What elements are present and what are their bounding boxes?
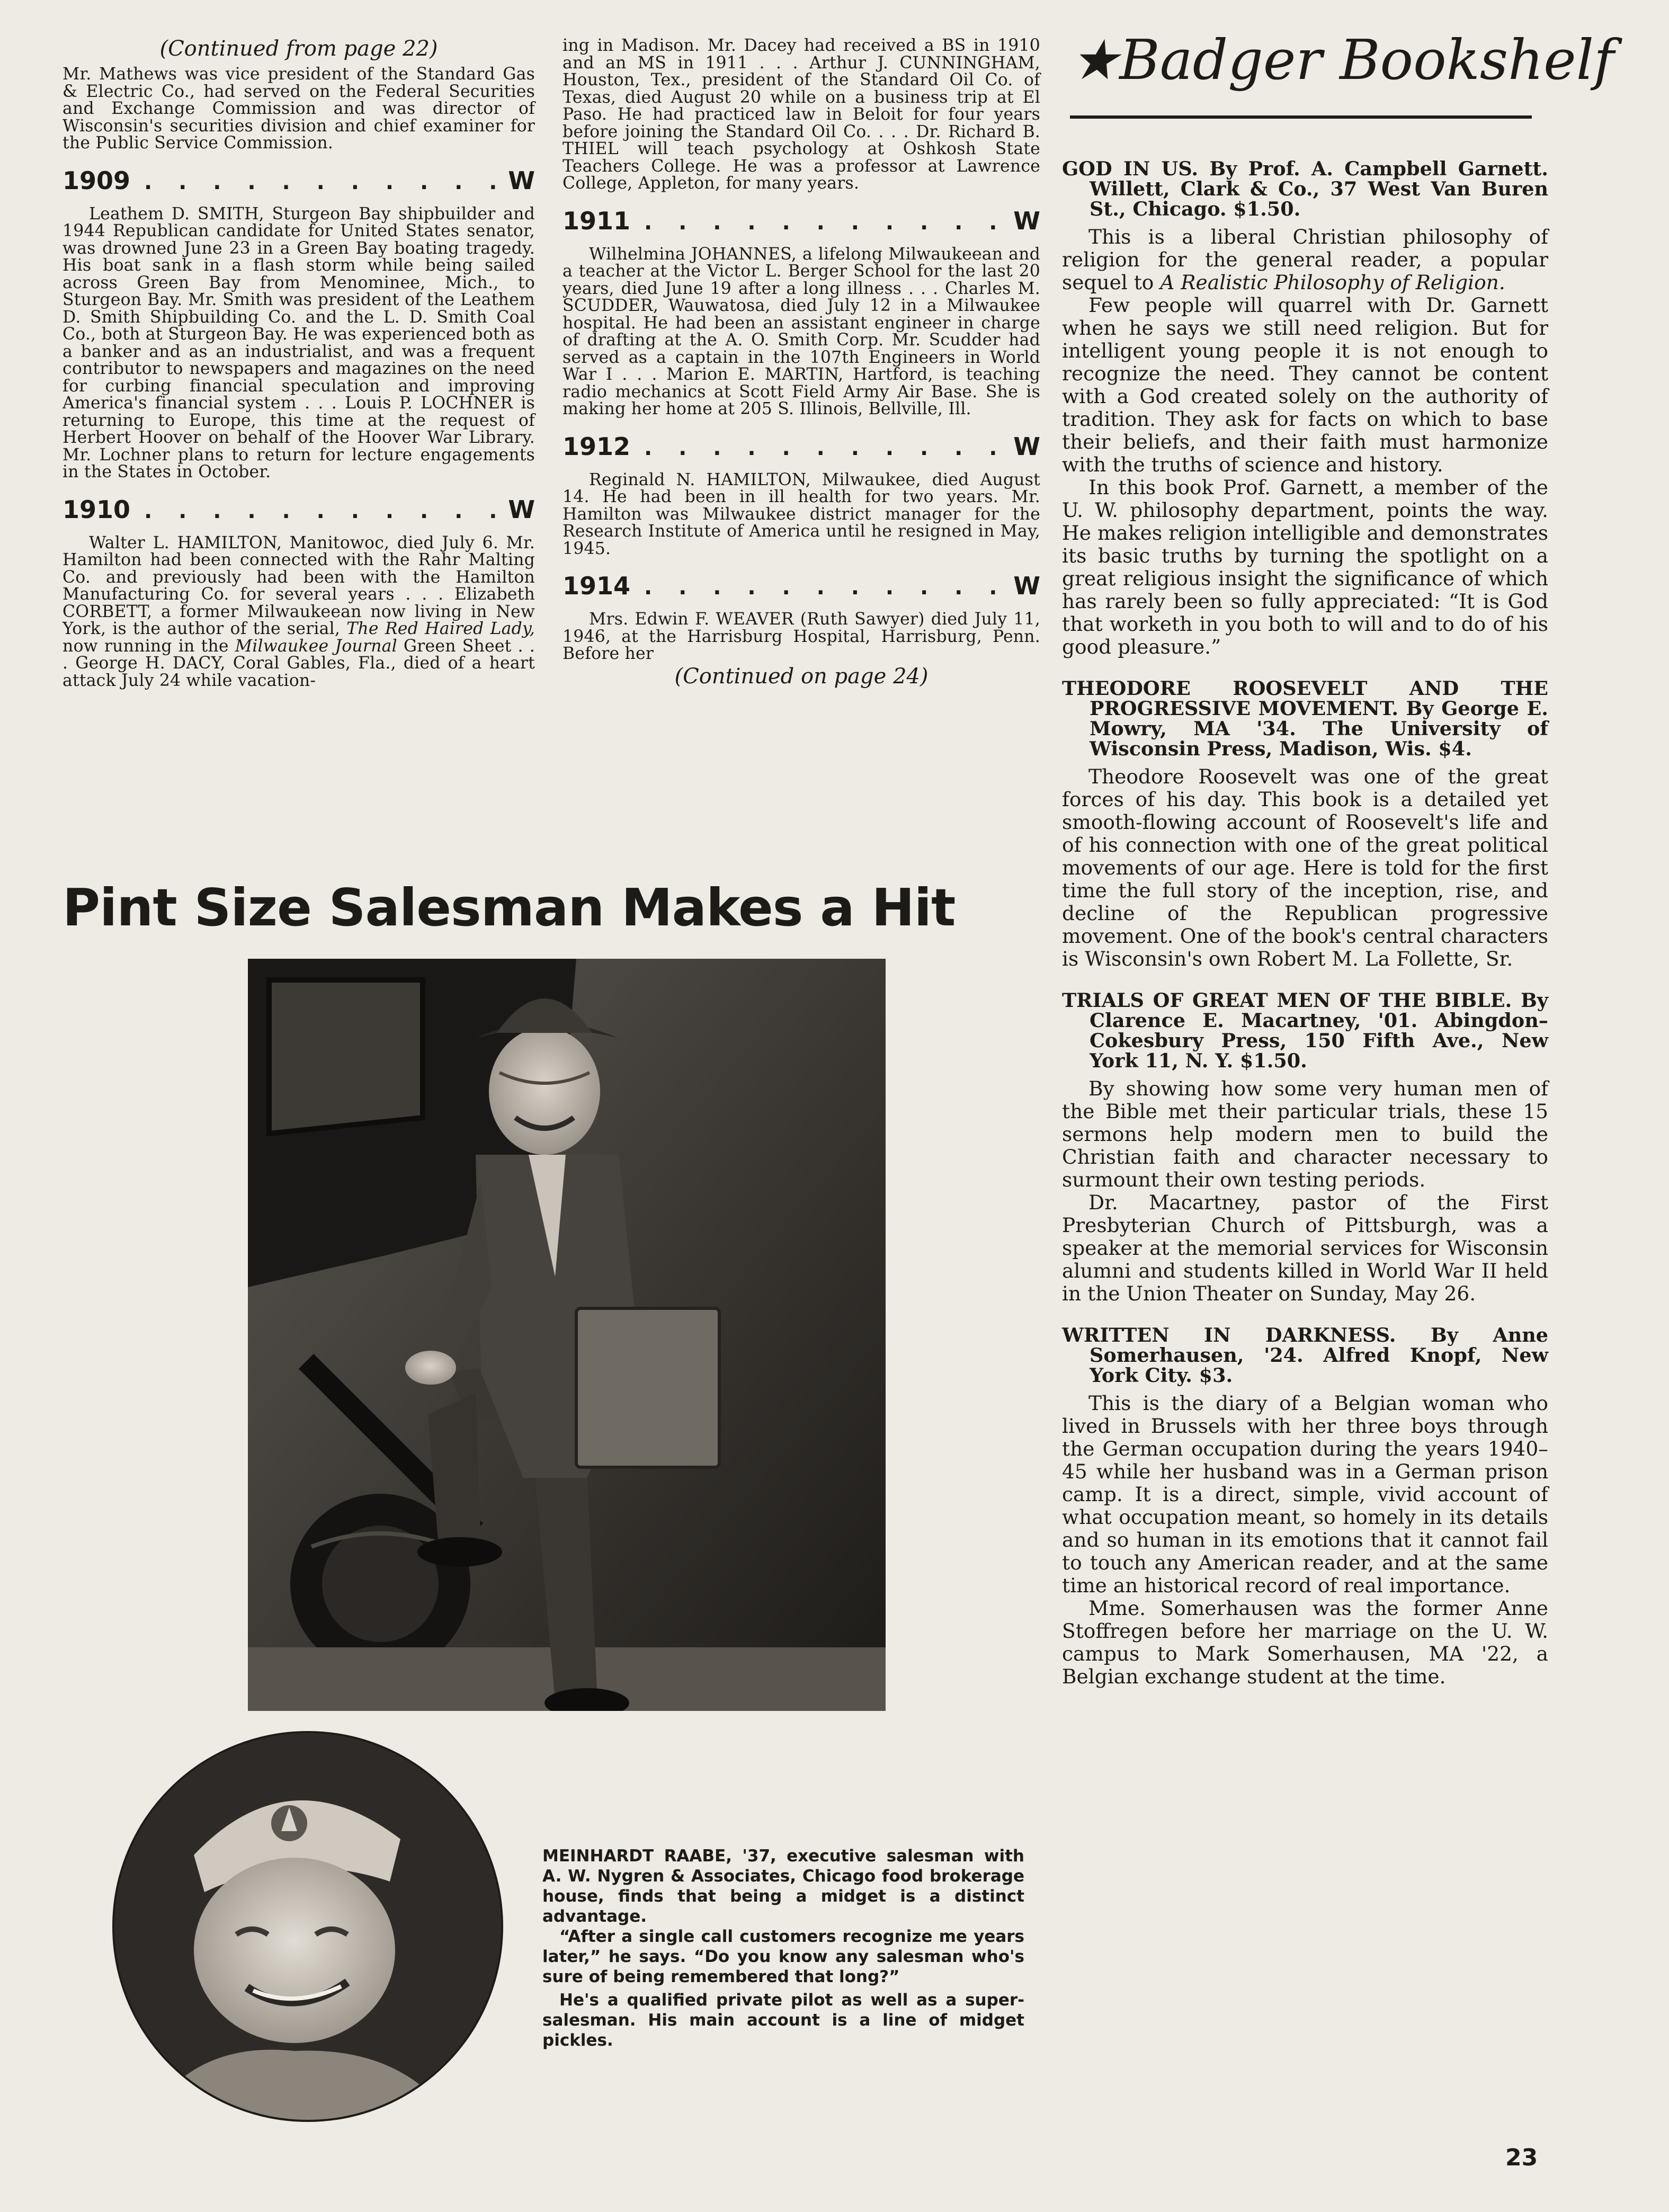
book-review-roosevelt <box>1062 679 1548 970</box>
book-title-reference: A Realistic Philosophy of Religion. <box>1160 271 1505 294</box>
w-marker: W <box>1013 432 1040 461</box>
dot-leader: . . . . . . . . . . . <box>644 435 1007 460</box>
book-review-god-in-us <box>1062 159 1548 658</box>
year-label: 1912 <box>563 432 631 461</box>
book-paragraph <box>1062 226 1548 294</box>
bookshelf-column <box>1062 159 1548 1708</box>
column-2 <box>563 37 1040 693</box>
caption-paragraph: MEINHARDT RAABE, '37, executive salesman with A. W. Nygren & Associates, Chicago food brokerage house, finds that being a midget is a distinct advantage. <box>542 1847 1024 1926</box>
news-1910 <box>63 534 535 690</box>
dot-leader: . . . . . . . . . . . <box>144 170 507 194</box>
w-marker: W <box>508 166 535 195</box>
book-paragraph: Theodore Roosevelt was one of the great forces of his day. This book is a detailed yet smooth-flowing account of Roosevelt's life and of his connection with one of the great political movements of our age. Here is told for the first time the full story of the inception, rise, and decline of the Republican progressive movement. One of the book's central characters is Wisconsin's own Robert M. La Follette, Sr. <box>1062 765 1548 970</box>
book-heading: GOD IN US. By Prof. A. Campbell Garnett. Willett, Clark & Co., 37 West Van Buren St., Chicago. $1.50. <box>1062 157 1548 220</box>
book-heading: THEODORE ROOSEVELT AND THE PROGRESSIVE MOVEMENT. By George E. Mowry, MA '34. The University of Wisconsin Press, Madison, Wis. $4. <box>1062 677 1548 760</box>
w-marker: W <box>1013 206 1040 235</box>
w-marker: W <box>1013 572 1040 600</box>
bookshelf-header <box>1070 25 1614 131</box>
caption-paragraph: He's a qualified private pilot as well as a super-salesman. His main account is a line of midget pickles. <box>542 1991 1024 2050</box>
year-heading-1911 <box>563 206 1040 237</box>
book-paragraph: By showing how some very human men of the Bible met their particular trials, these 15 sermons help modern men to build the Christian faith and character necessary to surmount their own testing periods. <box>1062 1077 1548 1191</box>
column2-intro: ing in Madison. Mr. Dacey had received a BS in 1910 and an MS in 1911 . . . Arthur J. CUNNINGHAM, Houston, Tex., president of the Standard Oil Co. of Texas, died August 20 while on a business trip at El Paso. He had practiced law in Beloit for four years before joining the Standard Oil Co. . . . Dr. Richard B. THIEL will teach psychology at Oshkosh State Teachers College. He was a professor at Lawrence College, Appleton, for many years. <box>563 36 1040 193</box>
page-number: 23 <box>1505 2144 1538 2171</box>
year-label: 1909 <box>63 166 131 195</box>
news-1909: Leathem D. SMITH, Sturgeon Bay shipbuilder and 1944 Republican candidate for United States senator, was drowned June 23 in a Green Bay boating tragedy. His boat sank in a flash storm while being sailed across Green Bay from Menominee, Mich., to Sturgeon Bay. Mr. Smith was president of the Leathem D. Smith Shipbuilding Co. and the L. D. Smith Coal Co., both at Sturgeon Bay. He was experienced both as a banker and as an industrialist, and was a frequent contributor to newspapers and magazines on the need for curbing financial speculation and improving America's financial system . . . Louis P. LOCHNER is returning to Europe, this time at the request of Herbert Hoover on behalf of the Hoover War Library. Mr. Lochner plans to return for lecture engagements in the States in October. <box>63 204 535 481</box>
photo-illustration <box>248 959 886 1711</box>
bookshelf-title: ★Badger Bookshelf <box>1070 28 1614 92</box>
review-text: This is a liberal Christian philosophy of religion for the general reader, a popular sequel to <box>1062 225 1548 294</box>
book-review-written-in-darkness <box>1062 1325 1548 1688</box>
news-1910-part-a: Walter L. HAMILTON, Manitowoc, died July 6. Mr. Hamilton had been connected with the Rahr Malting Co. and previously had been with the Hamilton Manufacturing Co. for several years . . . Elizabeth CORBETT, a former Milwaukeean now living in New York, is the author of the serial, <box>63 533 535 638</box>
news-1912: Reginald N. HAMILTON, Milwaukee, died August 14. He had been in ill health for two years. Mr. Hamilton was Milwaukee district manager for the Research Institute of America until he resigned in May, 1945. <box>563 470 1040 558</box>
portrait-illustration <box>114 1733 501 2120</box>
book-paragraph: This is the diary of a Belgian woman who lived in Brussels with her three boys through the German occupation during the years 1940–45 while her husband was in a German prison camp. It is a direct, simple, vivid account of what occupation meant, so homely in its details and so human in its emotions that it cannot fail to touch any American reader, and at the same time an historical record of real importance. <box>1062 1392 1548 1597</box>
book-paragraph: Mme. Somerhausen was the former Anne Stoffregen before her marriage on the U. W. campus to Mark Somerhausen, MA '22, a Belgian exchange student at the time. <box>1062 1596 1548 1688</box>
dot-leader: . . . . . . . . . . . <box>644 575 1007 600</box>
news-1914: Mrs. Edwin F. WEAVER (Ruth Sawyer) died July 11, 1946, at the Harrisburg Hospital, Harrisburg, Penn. Before her <box>563 610 1040 663</box>
salesman-portrait-inset <box>112 1731 503 2122</box>
dot-leader: . . . . . . . . . . . <box>644 210 1007 235</box>
photo-caption <box>542 1846 1024 2050</box>
year-label: 1914 <box>563 572 631 600</box>
year-heading-1910 <box>63 495 535 526</box>
title-underline <box>1070 115 1532 119</box>
year-heading-1909 <box>63 166 535 197</box>
newspaper-name: Milwaukee Journal <box>235 636 397 656</box>
salesman-airplane-photo <box>248 959 886 1711</box>
year-label: 1910 <box>63 495 131 524</box>
column-1 <box>63 37 535 689</box>
w-marker: W <box>508 495 535 524</box>
year-label: 1911 <box>563 206 631 235</box>
dot-leader: . . . . . . . . . . . <box>144 498 507 523</box>
year-heading-1912 <box>563 432 1040 463</box>
book-paragraph: Dr. Macartney, pastor of the First Presbyterian Church of Pittsburgh, was a speaker at the memorial services for Wisconsin alumni and students killed in World War II held in the Union Theater on Sunday, May 26. <box>1062 1191 1548 1305</box>
serial-title: The Red Haired Lady, <box>346 619 535 638</box>
book-review-trials <box>1062 991 1548 1305</box>
book-paragraph: Few people will quarrel with Dr. Garnett when he says we still need religion. But for intelligent young people it is not enough to recognize the need. They cannot be content with a God created solely on the authority of tradition. They ask for facts on which to base their beliefs, and their faith must harmonize with the truths of science and history. <box>1062 293 1548 476</box>
feature-headline: Pint Size Salesman Makes a Hit <box>63 878 956 938</box>
book-heading: TRIALS OF GREAT MEN OF THE BIBLE. By Clarence E. Macartney, '01. Abingdon–Cokesbury Press, 150 Fifth Ave., New York 11, N. Y. $1.50. <box>1062 989 1548 1072</box>
news-1911: Wilhelmina JOHANNES, a lifelong Milwaukeean and a teacher at the Victor L. Berger School for the last 20 years, died June 19 after a long illness . . . Charles M. SCUDDER, Wauwatosa, died July 12 in a Milwaukee hospital. He had been an assistant engineer in charge of drafting at the A. O. Smith Corp. Mr. Scudder had served as a captain in the 107th Engineers in World War I . . . Marion E. MARTIN, Hartford, is teaching radio mechanics at Scott Field Army Air Base. She is making her home at 205 S. Illinois, Bellville, Ill. <box>563 244 1040 418</box>
caption-paragraph: “After a single call customers recognize me years later,” he says. “Do you know any salesman who's sure of being remembered that long?” <box>542 1927 1024 1986</box>
news-1910-part-c: Green Sheet . . . George H. DACY, Coral Gables, Fla., died of a heart attack July 24 while vacation- <box>63 636 535 690</box>
year-heading-1914 <box>563 571 1040 602</box>
book-paragraph: In this book Prof. Garnett, a member of the U. W. philosophy department, points the way. He makes religion intelligible and demonstrates its basic truths by turning the spotlight on a great religious insight the significance of which has rarely been so fully appreciated: “It is God that worketh in you both to will and to do of his good pleasure.” <box>1062 476 1548 658</box>
book-heading: WRITTEN IN DARKNESS. By Anne Somerhausen, '24. Alfred Knopf, New York City. $3. <box>1062 1324 1548 1387</box>
continued-from-note: (Continued from page 22) <box>159 37 438 61</box>
column1-intro: Mr. Mathews was vice president of the Standard Gas & Electric Co., had served on the Federal Securities and Exchange Commission and was director of Wisconsin's securities division and chief examiner for the Public Service Commission. <box>63 65 535 153</box>
continued-on-note: (Continued on page 24) <box>674 664 929 689</box>
news-1910-part-b: now running in the <box>63 636 235 656</box>
